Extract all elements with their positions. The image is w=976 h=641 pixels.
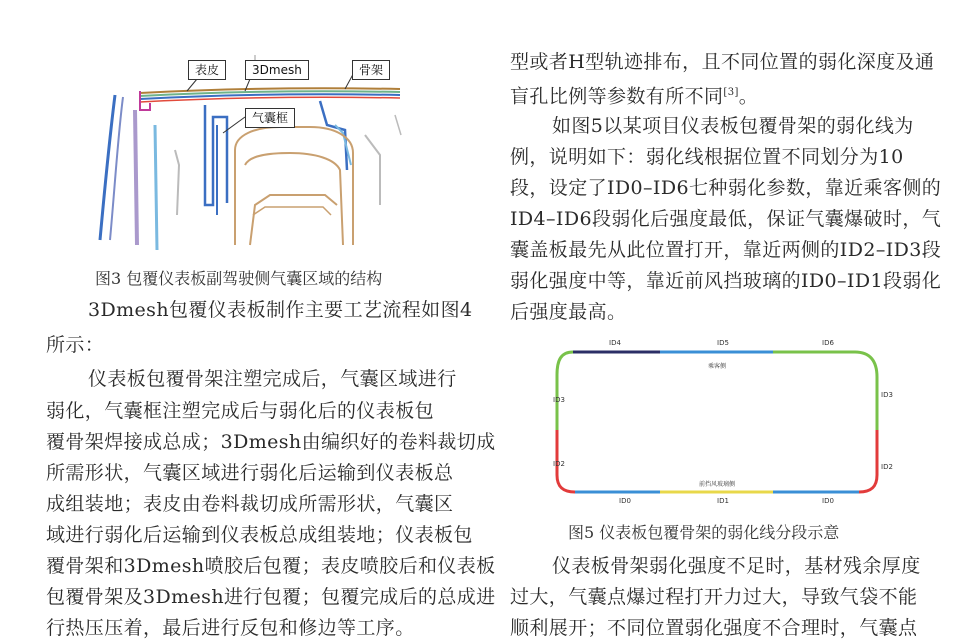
- paragraph-line: 囊盖板最先从此位置打开，靠近两侧的ID2–ID3段: [510, 239, 942, 261]
- label-top-id4: ID4: [609, 339, 621, 347]
- callout-3dmesh: 3Dmesh: [245, 60, 309, 80]
- paragraph-line: 弱化，气囊框注塑完成后与弱化后的仪表板包: [46, 400, 435, 422]
- paragraph-line: 所示：: [46, 334, 105, 356]
- figure5-caption: 图5 仪表板包覆骨架的弱化线分段示意: [568, 523, 840, 542]
- label-left-id2: ID2: [553, 460, 565, 468]
- label-right-id3: ID3: [881, 391, 893, 399]
- paragraph-line: 例，说明如下：弱化线根据位置不同划分为10: [510, 146, 904, 168]
- label-top-id6: ID6: [822, 339, 834, 347]
- figure3-caption: 图3 包覆仪表板副驾驶侧气囊区域的结构: [95, 269, 383, 288]
- callout-airbag-frame: 气囊框: [245, 108, 295, 128]
- paragraph-line: 覆骨架和3Dmesh喷胶后包覆；表皮喷胶后和仪表板: [46, 555, 496, 577]
- callout-frame: 骨架: [352, 60, 390, 80]
- paragraph-line: 成组装地；表皮由卷料裁切成所需形状，气囊区: [46, 493, 454, 515]
- paragraph-line: 型或者H型轨迹排布，且不同位置的弱化深度及通: [510, 51, 935, 73]
- label-bottom-id0-left: ID0: [619, 497, 631, 505]
- figure5-diagram: [545, 335, 895, 510]
- label-right-id2: ID2: [881, 463, 893, 471]
- paragraph-line: 仪表板骨架弱化强度不足时，基材残余厚度: [552, 555, 921, 577]
- segment-id3-left: [557, 352, 573, 430]
- label-passenger-side: 乘客侧: [707, 363, 727, 370]
- paragraph-line: 仪表板包覆骨架注塑完成后，气囊区域进行: [88, 368, 457, 390]
- label-left-id3: ID3: [553, 396, 565, 404]
- paragraph-line: 后强度最高。: [510, 301, 627, 323]
- label-bottom-id1: ID1: [717, 497, 729, 505]
- paragraph-line: 盲孔比例等参数有所不同[3]。: [510, 85, 759, 108]
- paragraph-line: 行热压压着，最后进行反包和修边等工序。: [46, 617, 415, 639]
- paragraph-line: 顺利展开；不同位置弱化强度不合理时，气囊点: [510, 617, 918, 639]
- label-windshield-side: 前挡风玻璃侧: [698, 481, 736, 488]
- paragraph-line: 如图5以某项目仪表板包覆骨架的弱化线为: [552, 115, 914, 137]
- label-top-id5: ID5: [717, 339, 729, 347]
- paragraph-line: 3Dmesh包覆仪表板制作主要工艺流程如图4: [88, 299, 473, 321]
- figure3-diagram: [95, 55, 415, 255]
- label-bottom-id0-right: ID0: [822, 497, 834, 505]
- paragraph-line: 弱化强度中等，靠近前风挡玻璃的ID0–ID1段弱化: [510, 270, 942, 292]
- paragraph-line: 段，设定了ID0–ID6七种弱化参数，靠近乘客侧的: [510, 177, 942, 199]
- segment-id3-right: [855, 352, 877, 430]
- paragraph-line: 覆骨架焊接成总成；3Dmesh由编织好的卷料裁切成: [46, 431, 496, 453]
- callout-skin: 表皮: [188, 60, 226, 80]
- paragraph-line: 过大，气囊点爆过程打开力过大，导致气袋不能: [510, 586, 918, 608]
- segment-id2-right: [859, 430, 877, 492]
- paragraph-line: 所需形状，气囊区域进行弱化后运输到仪表板总: [46, 462, 454, 484]
- paragraph-line: ID4–ID6段弱化后强度最低，保证气囊爆破时，气: [510, 208, 942, 230]
- paragraph-line: 域进行弱化后运输到仪表板总成组装地；仪表板包: [46, 524, 473, 546]
- paragraph-line: 包覆骨架及3Dmesh进行包覆；包覆完成后的总成进: [46, 586, 496, 608]
